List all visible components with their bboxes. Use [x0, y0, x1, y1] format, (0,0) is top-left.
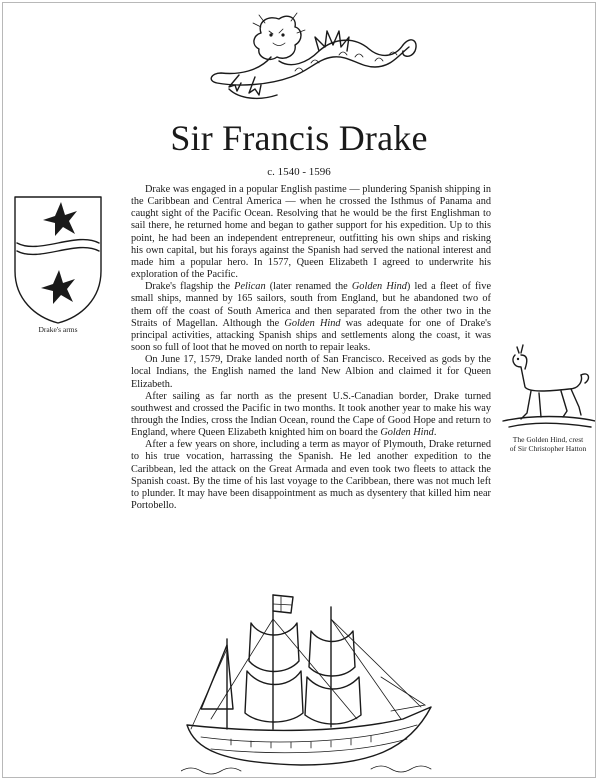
arms-caption: Drake's arms — [38, 325, 78, 334]
ship-illustration — [181, 579, 443, 777]
hind-caption-line-2: of Sir Christopher Hatton — [509, 444, 587, 453]
page-title: Sir Francis Drake — [170, 118, 428, 158]
article-paragraph — [131, 439, 491, 512]
drakes-arms-shield — [11, 193, 105, 325]
star-icon — [41, 270, 75, 304]
paragraph-text: Drake's flagship the — [145, 281, 235, 293]
ship-name-italic: Pelican — [234, 281, 266, 293]
ship-name-italic: Golden Hind — [284, 317, 341, 329]
article-paragraph — [131, 184, 491, 281]
paragraph-text: After sailing as far north as the present U.S.-Canadian border, Drake turned southwest and crossed the Pacific in two months. It took another year to make his way through the Indies, cross the Indian Ocean, round the Cape of Good Hope and return to England, where Queen Elizabeth knighted him on board the — [131, 390, 491, 439]
paragraph-text: After a few years on shore, including a term as mayor of Plymouth, Drake returned to his true vocation, harrassing the Spanish. He led another expedition to the Caribbean, led the attack on the Great Armada and even took two fleets to attack the Spanish coast. By the time of his last voyage to the Caribbean, there was not much left to plunder. It may have been disappointment as much as dysentery that killed him near Portobello. — [131, 439, 491, 512]
paragraph-text: On June 17, 1579, Drake landed north of San Francisco. Received as gods by the local Indians, the English named the land New Albion and claimed it for Queen Elizabeth. — [131, 354, 491, 390]
sea-serpent-illustration — [199, 11, 424, 115]
star-icon — [43, 202, 77, 236]
paragraph-text: was adequate for one of Drake's principal activities, attacking Spanish ships and settlements along the coast, it was soon so full of loot that he moved on north to repair leaks. — [131, 317, 492, 354]
hind-caption-line-1: The Golden Hind, crest — [512, 435, 584, 444]
ship-name-italic: Golden Hind — [380, 427, 434, 439]
life-dates: c. 1540 - 1596 — [267, 166, 331, 178]
paragraph-text: . — [433, 427, 437, 439]
paragraph-text: Drake was engaged in a popular English pastime — plundering Spanish shipping in the Caribbean and Central America — when he crossed the Isthmus of Panama and caught sight of the Pacific Ocean. Resolving that he would be the first Englishman to sail there, he returned home and began to gather support for his expedition. Up to this point, he had been an independent entrepreneur, outfitting his own ships and risking his own capital, but his forays against the Spanish had served the national interest and made him a popular hero. In 1577, Queen Elizabeth I agreed to underwrite his exploration of the Pacific. — [131, 184, 491, 281]
paragraph-text: (later renamed the — [265, 281, 352, 293]
paragraph-text: ) led a fleet of five small ships, manned by 165 sailors, south from England, but he abandoned two of them off the coast of South America and then separated from the other two in the Straits of Magellan. Although the — [131, 281, 492, 329]
ship-name-italic: Golden Hind — [351, 281, 407, 293]
article-body — [131, 184, 491, 512]
hind-caption — [495, 435, 596, 453]
article-paragraph — [131, 354, 491, 390]
article-paragraph — [131, 391, 491, 440]
golden-hind-deer-illustration — [499, 341, 596, 433]
article-paragraph — [131, 281, 491, 354]
page — [2, 2, 596, 778]
